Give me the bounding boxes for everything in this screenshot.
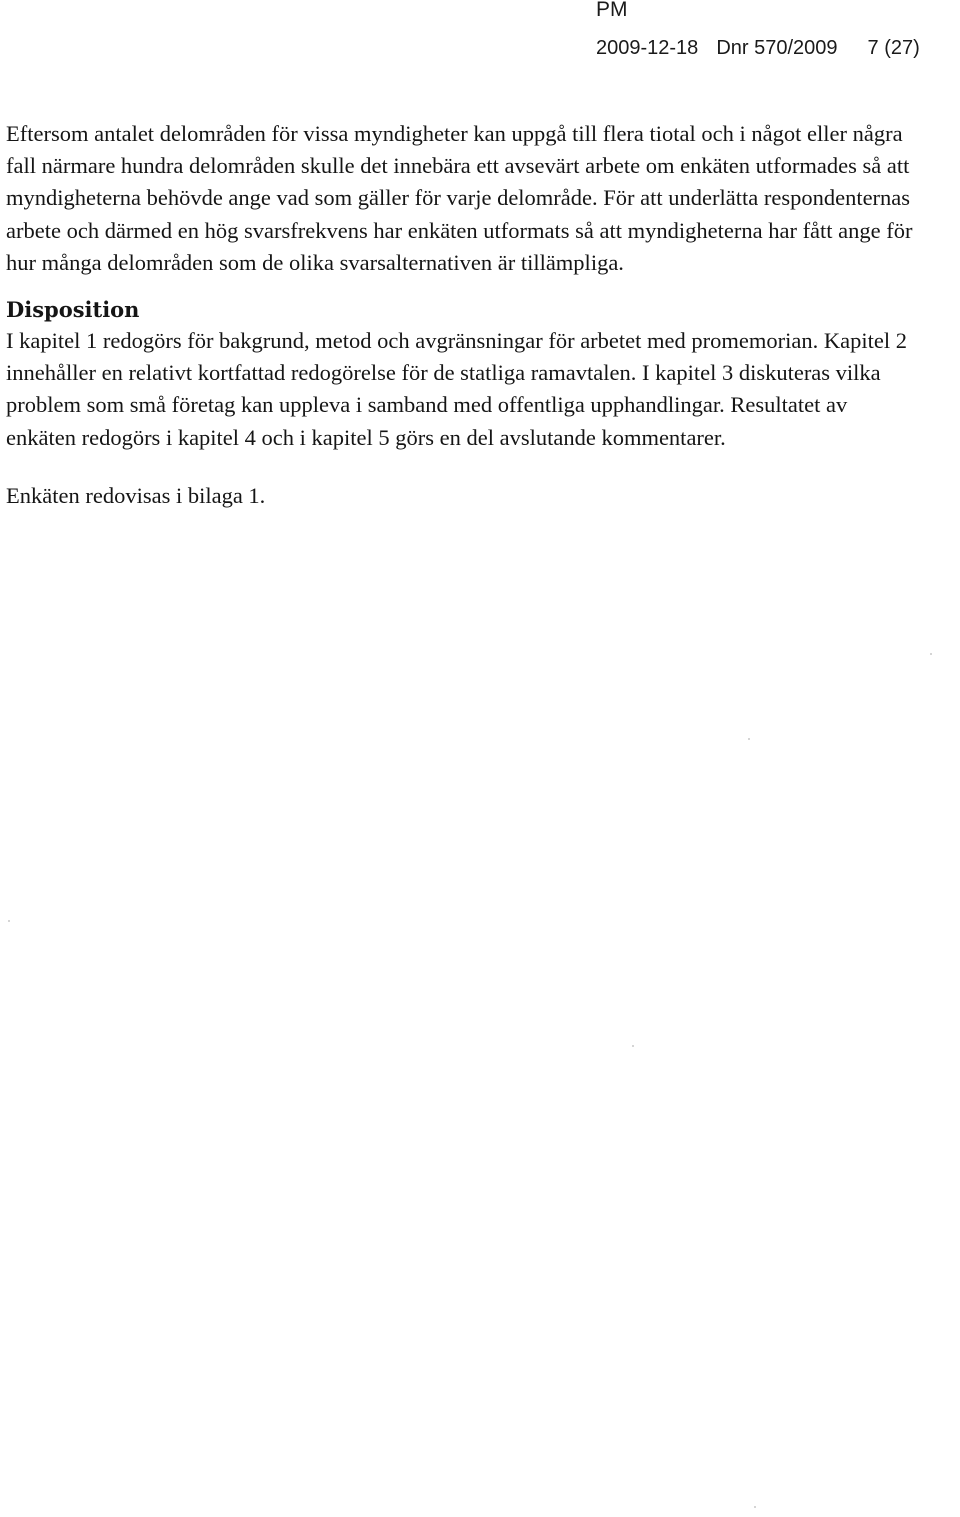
document-date: 2009-12-18 <box>596 37 699 59</box>
disposition-paragraph: I kapitel 1 redogörs för bakgrund, metod och avgränsningar för arbetet med promemorian. Kapitel 2 innehåller en relativt kortfattad redogörelse för de statliga ramavtalen. I kapitel 3 diskuteras vilka problem som små företag kan uppleva i samband med offentliga upphandlingar. Resultatet av enkäten redogörs i kapitel 4 och i kapitel 5 görs en del avslutande kommentarer. <box>6 328 907 450</box>
appendix-note: Enkäten redovisas i bilaga 1. <box>6 482 266 508</box>
registration-number: Dnr 570/2009 <box>716 37 838 59</box>
document-body <box>6 118 916 512</box>
header-reference-line <box>596 35 920 61</box>
scan-speck <box>754 1506 756 1508</box>
scan-speck <box>748 738 750 740</box>
scan-speck <box>930 653 932 655</box>
intro-paragraph: Eftersom antalet delområden för vissa myndigheter kan uppgå till flera tiotal och i något eller några fall närmare hundra delområden skulle det innebära ett avsevärt arbete om enkäten utformades så att myndigheterna behövde ange vad som gäller för varje delområde. För att underlätta respondenternas arbete och därmed en hög svarsfrekvens har enkäten utformats så att myndigheterna har fått ange för hur många delområden som de olika svarsalternativen är tillämpliga. <box>6 121 913 275</box>
page-number: 7 (27) <box>867 37 920 59</box>
disposition-heading: Disposition <box>6 297 140 323</box>
document-type-label: PM <box>596 0 628 21</box>
scan-speck <box>632 1045 634 1047</box>
page-header <box>0 0 960 70</box>
scan-speck <box>8 920 10 922</box>
